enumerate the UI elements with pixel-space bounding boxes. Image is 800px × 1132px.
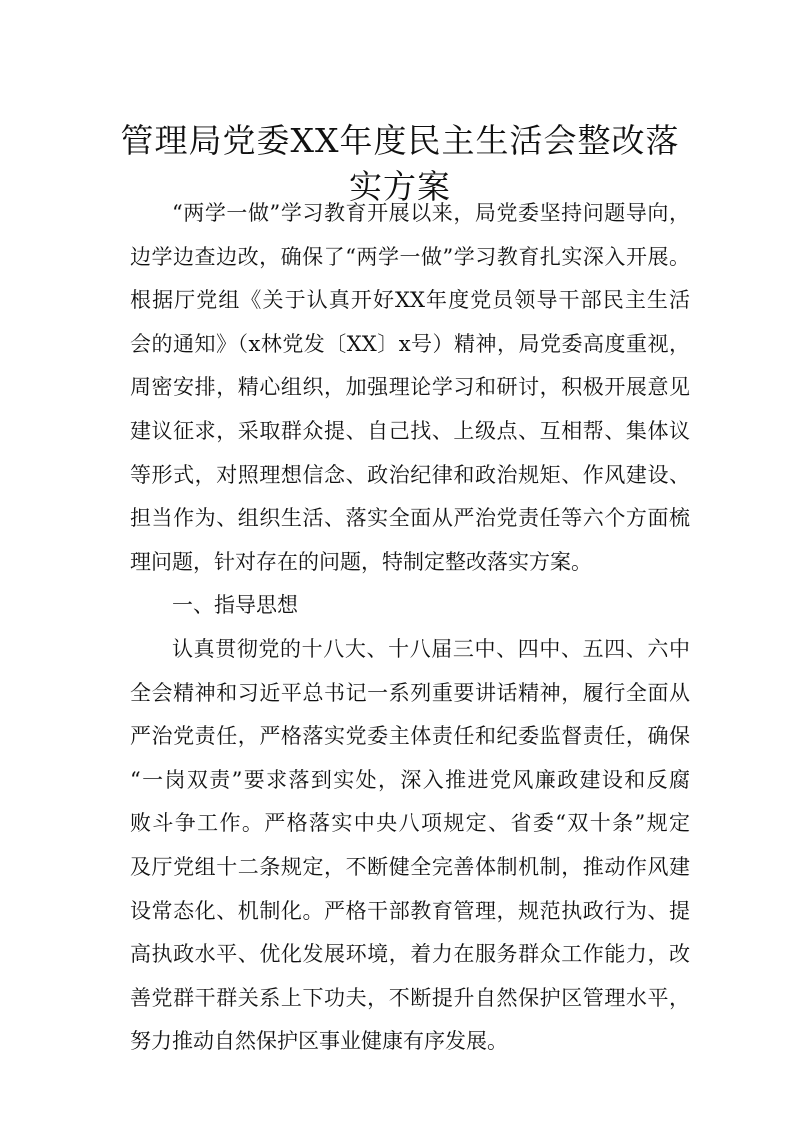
section-line: 认真贯彻党的十八大、十八届三中、四中、五四、六中 <box>172 636 690 661</box>
section-line: 全会精神和习近平总书记一系列重要讲话精神，履行全面从 <box>130 680 690 705</box>
intro-line: 会的通知》（x林党发〔XX〕x号）精神，局党委高度重视， <box>130 331 690 356</box>
intro-line: 建议征求，采取群众提、自己找、上级点、互相帮、集体议 <box>130 418 690 443</box>
intro-line: 担当作为、组织生活、落实全面从严治党责任等六个方面梳 <box>130 506 690 531</box>
title-line: 管理局党委XX年度民主生活会整改落 <box>120 121 680 161</box>
section-line: 及厅党组十二条规定，不断健全完善体制机制，推动作风建 <box>130 854 690 879</box>
section-line: 努力推动自然保护区事业健康有序发展。 <box>130 1029 508 1054</box>
section-line: 善党群干群关系上下功夫，不断提升自然保护区管理水平， <box>130 985 690 1010</box>
intro-line: 边学边查边改，确保了“两学一做”学习教育扎实深入开展。 <box>130 244 690 269</box>
intro-line: 理问题，针对存在的问题，特制定整改落实方案。 <box>130 549 592 574</box>
intro-line: 等形式，对照理想信念、政治纪律和政治规矩、作风建设、 <box>130 462 690 487</box>
section-line: 严治党责任，严格落实党委主体责任和纪委监督责任，确保 <box>130 724 690 749</box>
section-line: “一岗双责”要求落到实处，深入推进党风廉政建设和反腐 <box>130 767 690 792</box>
section-line: 高执政水平、优化发展环境，着力在服务群众工作能力，改 <box>130 942 690 967</box>
section-line: 败斗争工作。严格落实中央八项规定、省委“双十条”规定 <box>130 811 690 836</box>
intro-line: “两学一做”学习教育开展以来，局党委坚持问题导向， <box>172 201 690 225</box>
intro-line: 周密安排，精心组织，加强理论学习和研讨，积极开展意见 <box>130 375 690 400</box>
section-line: 设常态化、机制化。严格干部教育管理，规范执政行为、提 <box>130 898 690 923</box>
title-line: 实方案 <box>349 167 451 207</box>
section-heading: 一、指导思想 <box>172 593 298 618</box>
intro-line: 根据厅党组《关于认真开好XX年度党员领导干部民主生活 <box>130 288 690 313</box>
document-body <box>130 192 690 1064</box>
